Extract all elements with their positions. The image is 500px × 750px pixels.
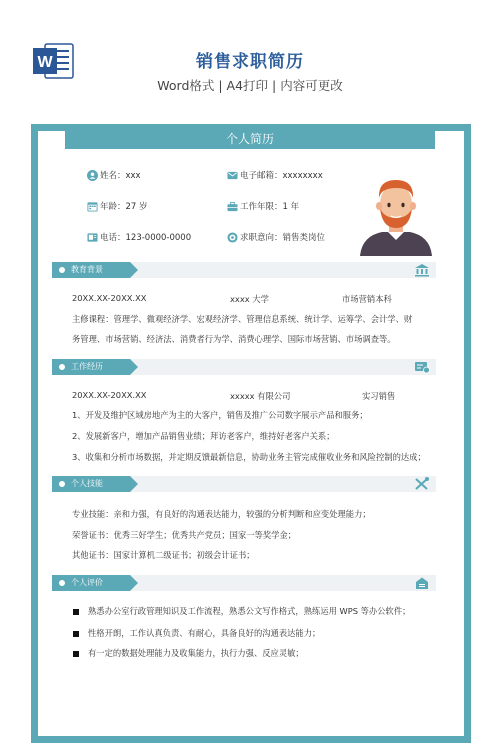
edu-period: 20XX.XX-20XX.XX: [72, 293, 147, 303]
page-header: [0, 0, 500, 118]
edu-major: 市场营销本科: [342, 294, 392, 304]
edu-school: xxxx 大学: [230, 294, 269, 304]
work-duty: 2、发展新客户，增加产品销售业绩；拜访老客户，维持好老客户关系；: [72, 431, 335, 441]
page-subtitle: Word格式 | A4打印 | 内容可更改: [157, 78, 343, 93]
user-icon: [87, 170, 98, 181]
section-skills: [52, 476, 436, 492]
info-phone: [87, 231, 191, 243]
edu-courses-1: 主修课程：管理学、微观经济学、宏观经济学、管理信息系统、统计学、运筹学、会计学、财: [72, 314, 413, 324]
skills-line: 其他证书：国家计算机二级证书；初级会计证书；: [72, 550, 255, 560]
avatar: [356, 170, 436, 256]
page-title: 销售求职简历: [196, 52, 304, 72]
section-evaluation-title: 个人评价: [52, 575, 130, 591]
info-intent: [227, 231, 325, 243]
section-education-title: 教育背景: [52, 262, 130, 278]
info-name-text: 姓名：xxx: [100, 171, 141, 181]
tools-icon: [414, 477, 430, 491]
work-duty: 1、开发及维护区域房地产为主的大客户，销售及推广公司数字展示产品和服务；: [72, 410, 368, 420]
resume-title: 个人简历: [65, 129, 435, 149]
email-icon: [227, 170, 238, 181]
svg-text:W: W: [37, 54, 53, 71]
evaluation-line: 熟悉办公室行政管理知识及工作流程，熟悉公文写作格式，熟练运用 WPS 等办公软件；: [88, 606, 411, 616]
bullet-icon: [73, 631, 79, 637]
info-phone-text: 电话：123-0000-0000: [100, 233, 192, 243]
work-duty: 3、收集和分析市场数据，并定期反馈最新信息，协助业务主管完成催收业务和风险控制的达成；: [72, 452, 426, 462]
info-age: [87, 200, 148, 212]
info-email-text: 电子邮箱：xxxxxxxx: [240, 171, 323, 181]
skills-line: 荣誉证书：优秀三好学生；优秀共产党员；国家一等奖学金；: [72, 530, 297, 540]
section-evaluation: [52, 575, 436, 591]
section-education: [52, 262, 436, 278]
skills-line: 专业技能：亲和力强，有良好的沟通表达能力，较强的分析判断和应变处理能力；: [72, 509, 371, 519]
target-icon: [227, 232, 238, 243]
info-age-text: 年龄：27 岁: [100, 202, 148, 212]
bullet-icon: [73, 651, 79, 657]
work-period: 20XX.XX-20XX.XX: [72, 390, 147, 400]
work-card-icon: [414, 360, 430, 374]
section-work: [52, 359, 436, 375]
work-position: 实习销售: [362, 391, 396, 401]
info-intent-text: 求职意向：销售类岗位: [240, 233, 326, 243]
section-skills-title: 个人技能: [52, 476, 130, 492]
bank-icon: [414, 263, 430, 277]
home-icon: [414, 576, 430, 590]
work-company: xxxxx 有限公司: [230, 391, 291, 401]
info-email: [227, 169, 323, 181]
phone-icon: [87, 232, 98, 243]
section-work-title: 工作经历: [52, 359, 130, 375]
info-years: [227, 200, 299, 212]
info-name: [87, 169, 141, 181]
bullet-icon: [73, 609, 79, 615]
briefcase-icon: [227, 201, 238, 212]
evaluation-line: 性格开朗，工作认真负责、有耐心，具备良好的沟通表达能力；: [88, 628, 321, 638]
info-years-text: 工作年限：1 年: [240, 202, 300, 212]
edu-courses-2: 务管理、市场营销、经济法、消费者行为学、消费心理学、国际市场营销、市场调查等。: [72, 334, 396, 344]
evaluation-line: 有一定的数据处理能力及收集能力，执行力强、反应灵敏；: [88, 648, 304, 658]
calendar-icon: [87, 201, 98, 212]
